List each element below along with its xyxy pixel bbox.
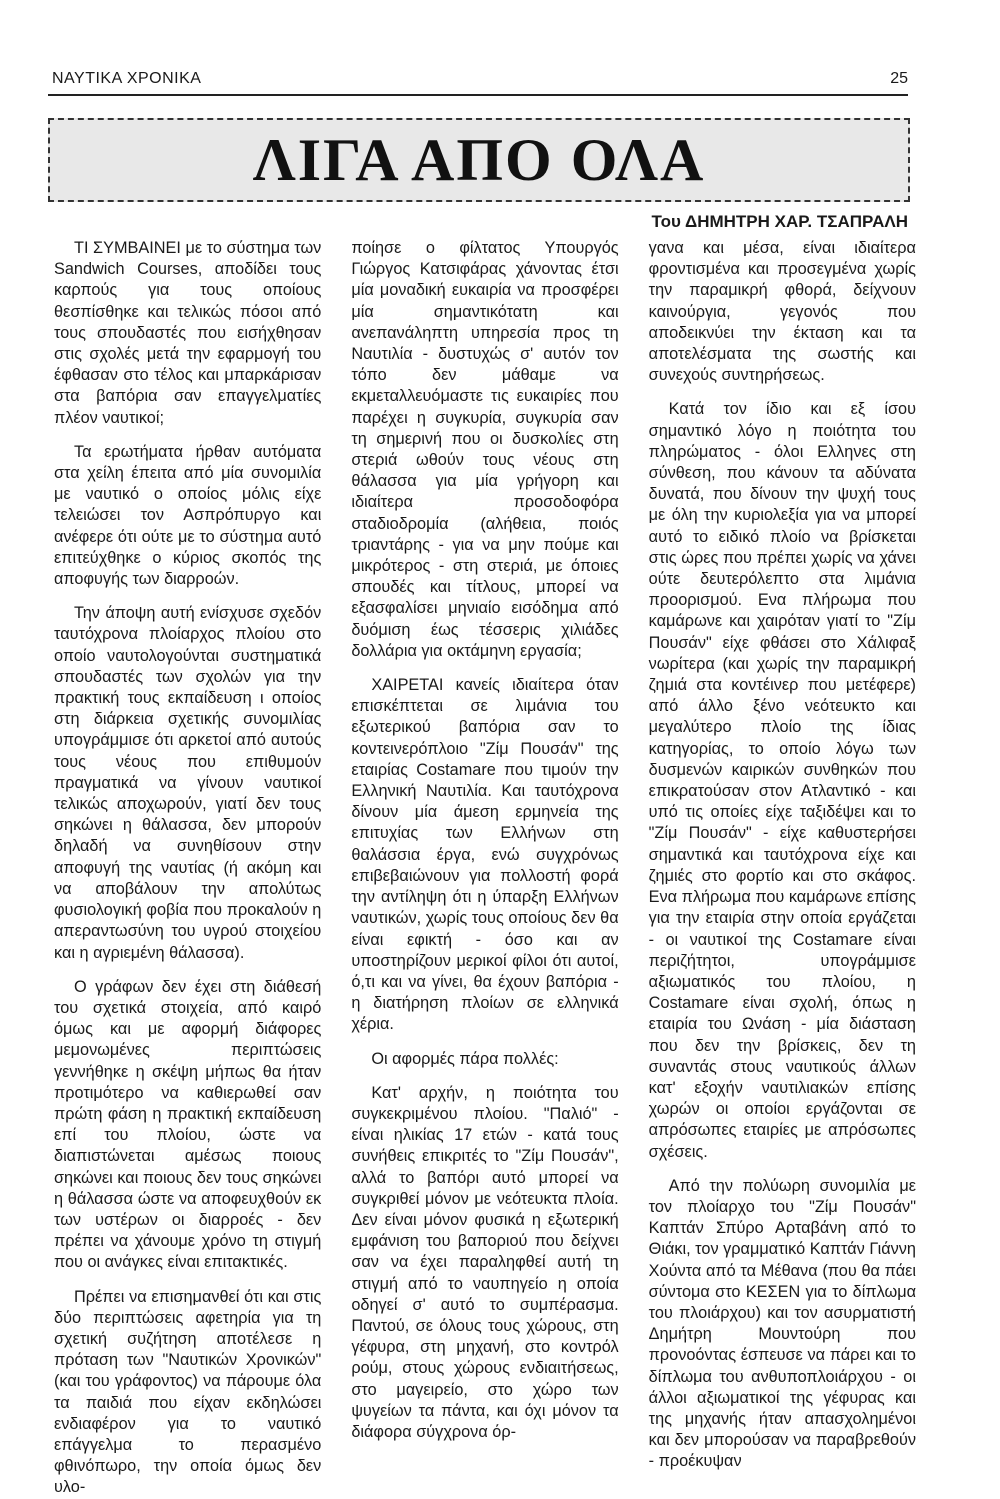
paragraph: γανα και μέσα, είναι ιδιαίτερα φροντισμένα και προσεγμένα χωρίς την παραμικρή φθορά, δείχνουν καινούργια, γεγονός που αποδεικνύει την έκταση και τα αποτελέσματα της σωστής και συνεχούς συντηρήσεως. (648, 239, 916, 385)
page-number: 25 (890, 70, 908, 87)
column-3 (648, 238, 916, 1471)
paragraph: Την άποψη αυτή ενίσχυσε σχεδόν ταυτόχρονα πλοίαρχος πλοίου στο οποίο ναυτολογούνται συστηματικά σπουδαστές των σχολών για την πρακτική τους εκπαίδευση ι οποίος στη διάρκεια σχετικής συνομιλίας υπογράμμισε ότι αρκετοί από αυτούς τους νέους που επιθυμούν πραγματικά να γίνουν ναυτικοί τελικώς αποχωρούν, γιατί δεν τους σηκώνει η θάλασσα, δεν μπορούν δηλαδή να συνηθίσουν στην αποφυγή της ναυτίας (ή ακόμη και να αποβάλουν την απολύτως φυσιολογική φοβία που προκαλούν η απεραντωσύνη του υγρού στοιχείου και η αγριεμένη θάλασσα). (54, 604, 322, 962)
column-2 (351, 238, 619, 1441)
paragraph: Κατ' αρχήν, η ποιότητα του συγκεκριμένου πλοίου. "Παλιό" - είναι ηλικίας 17 ετών - κατά τους συνήθεις επικριτές το "Ζίμ Πουσάν", αλλά το βαπόρι αυτό μπορεί να συγκριθεί μόνον με νεότευκτα πλοία. Δεν είναι μόνον φυσικά η εξωτερική εμφάνιση του βαποριού που δείχνει σαν να έχει παραληφθεί αυτή τη στιγμή από το ναυπηγείο η οποία οδηγεί σ' αυτό το συμπέρασμα. Παντού, σε όλους τους χώρους, στη γέφυρα, στη μηχανή, στο κοντρόλ ρούμ, στους χώρους ενδιαιτήσεως, στο μαγειρείο, στο χώρο των ψυγείων τα πάντα, και όχι μόνον τα διάφορα σύγχρονα όρ- (351, 1083, 619, 1441)
paragraph: Κατά τον ίδιο και εξ ίσου σημαντικό λόγο η ποιότητα του πληρώματος - όλοι Ελληνες στη σύνθεση, που κάνουν τα αδύνατα δυνατά, που δίνουν την ψυχή τους με όλη την κυριολεξία για να μπορεί αυτό το ειδικό πλοίο να βρίσκεται στις ώρες που πρέπει χωρίς να χάνει ούτε δευτερόλεπτο στα λιμάνια προορισμού. Ενα πλήρωμα που καμάρωνε και χαιρόταν γιατί το "Ζίμ Πουσάν" είχε φθάσει στο Χάλιφαξ νωρίτερα (και χωρίς την παραμικρή ζημιά στα κοντέινερ που μετέφερε) από άλλο ξένο νεότευκτο και μεγαλύτερο πλοίο της ίδιας κατηγορίας, το οποίο λόγω των δυσμενών καιρικών συνθηκών που επικρατούσαν στον Ατλαντικό - και υπό τις οποίες είχε ταξιδέψει και το "Ζίμ Πουσάν" - είχε καθυστερήσει σημαντικά και ταυτόχρονα είχε και ζημιές στο φορτίο και στο σκάφος. Ενα πλήρωμα που καμάρωνε επίσης για την εταιρία στην οποία εργάζεται - οι ναυτικοί της Costamare είναι περιζήτητοι, υπογράμμισε αξιωματικός του πλοίου, η Costamare είναι σχολή, όπως η εταιρία του Ωνάση - μία διάσταση που δεν την βρίσκεις, δεν τη συναντάς στους ναυτικούς άλλων κατ' εξοχήν ναυτιλιακών επίσης χωρών οι οποίοι εργάζονται σε απρόσωπες εταιρίες με απρόσωπες σχέσεις. (648, 400, 916, 1161)
column-1 (54, 238, 322, 1497)
article-byline: Του ΔΗΜΗΤΡΗ ΧΑΡ. ΤΣΑΠΡΑΛΗ (651, 212, 908, 231)
paragraph: Από την πολύωρη συνομιλία με τον πλοίαρχο του "Ζίμ Πουσάν" Καπτάν Σπύρο Αρταβάνη από το Θιάκι, τον γραμματικό Καπτάν Γιάννη Χούντα από τα Μέθανα (που θα πάει σύντομα στο ΚΕΣΕΝ για το δίπλωμα του πλοιάρχου) και τον ασυρματιστή Δημήτρη Μουντούρη που προνοόντας έσπευσε να πάρει και το δίπλωμα του ανθυποπλοιάρχου - οι άλλοι αξιωματικοί της γέφυρας και της μηχανής ήταν απασχολημένοι και δεν μπορούσαν να παραβρεθούν - προέκυψαν (648, 1176, 916, 1471)
paragraph: Οι αφορμές πάρα πολλές: (371, 1049, 559, 1068)
paragraph: ΧΑΙΡΕΤΑΙ κανείς ιδιαίτερα όταν επισκέπτεται σε λιμάνια του εξωτερικού βαπόρια σαν το κοντεινερόπλοιο "Ζίμ Πουσάν" της εταιρίας Costamare που τιμούν την Ελληνική Ναυτιλία. Και ταυτόχρονα δίνουν μία άμεση ερμηνεία της επιτυχίας των Ελλήνων στη θαλάσσια έργα, ενώ συγχρόνως επιβεβαιώνουν για πολλοστή φορά την αντίληψη ότι η ύπαρξη Ελλήνων ναυτικών, χωρίς τους οποίους δεν θα είναι εφικτή - όσο και αν υποστηρίζουν μερικοί φίλοι ότι αυτοί, ό,τι και να γίνει, θα έχουν βαπόρια - η διατήρηση πλοίων σε ελληνικά χέρια. (351, 676, 619, 1034)
paragraph: ποίησε ο φίλτατος Υπουργός Γιώργος Κατσιφάρας χάνοντας έτσι μία μοναδική ευκαιρία να προσφέρει μία σημαντικότατη και ανεπανάληπτη υπηρεσία προς τη Ναυτιλία - δυστυχώς σ' αυτόν τον τόπο δεν μάθαμε να εκμεταλλευόμαστε τις ευκαιρίες που παρέχει η συγκυρία, συγκυρία σαν τη σημερινή που οι δυσκολίες στη στεριά ωθούν τους νέους στη θάλασσα για μία γρήγορη και ιδιαίτερα προσοδοφόρα σταδιοδρομία (αλήθεια, ποιός τριαντάρης - για να μην πούμε και μικρότερος - στη στεριά, με όποιες σπουδές και τίτλους, μπορεί να εξασφαλίσει μηνιαίο εισόδημα από δυόμιση έως τέσσερις χιλιάδες δολλάρια για οκτάμηνη εργασία; (351, 239, 619, 660)
paragraph: Πρέπει να επισημανθεί ότι και στις δύο περιπτώσεις αφετηρία για τη σχετική συζήτηση αποτέλεσε η πρόταση των "Ναυτικών Χρονικών" (και του γράφοντος) να πάρουμε όλα τα παιδιά που είχαν εκδηλώσει ενδιαφέρον για το ναυτικό επάγγελμα το περασμένο φθινόπωρο, την οποία όμως δεν υλο- (54, 1287, 322, 1497)
paragraph: Τα ερωτήματα ήρθαν αυτόματα στα χείλη έπειτα από μία συνομιλία με ναυτικό ο οποίος μόλις είχε τελειώσει τον Ασπρόπυργο και ανέφερε ότι ούτε με το σύστημα αυτό επιτεύχθηκε ο κύριος σκοπός της αποφυγής των διαρροών. (54, 442, 322, 589)
paragraph: Ο γράφων δεν έχει στη διάθεσή του σχετικά στοιχεία, από καιρό όμως και με αφορμή διάφορες μεμονωμένες περιπτώσεις γεννήθηκε η σκέψη μήπως θα ήταν προτιμότερο να καθιερωθεί σαν πρώτη φάση η πρακτική εκπαίδευση επί του πλοίου, ώστε να διαπιστώνεται αμέσως ποιους σηκώνει και ποιους δεν τους σηκώνει η θάλασσα ώστε να αποφευχθούν εκ των υστέρων οι διαρροές - δεν πρέπει να χάνουμε χρόνο τη στιγμή που οι ανάγκες είναι επιτακτικές. (54, 977, 322, 1272)
publication-name: ΝΑΥΤΙΚΑ ΧΡΟΝΙΚΑ (52, 70, 202, 87)
header-divider (48, 94, 908, 96)
article-title-box (48, 118, 910, 202)
paragraph: ΤΙ ΣΥΜΒΑΙΝΕΙ με το σύστημα των Sandwich Courses, αποδίδει τους καρπούς για τους οποίους θεσπίσθηκε και τελικώς πόσοι από τους σπουδαστές που εισήχθησαν στις σχολές μετά την εφαρμογή του έφθασαν στο τέλος και μπαρκάρισαν στα βαπόρια σαν επαγγελματίες πλέον ναυτικοί; (54, 239, 322, 427)
article-title: ΛΙΓΑ ΑΠΟ ΟΛΑ (252, 126, 706, 193)
article-body (54, 238, 916, 1497)
